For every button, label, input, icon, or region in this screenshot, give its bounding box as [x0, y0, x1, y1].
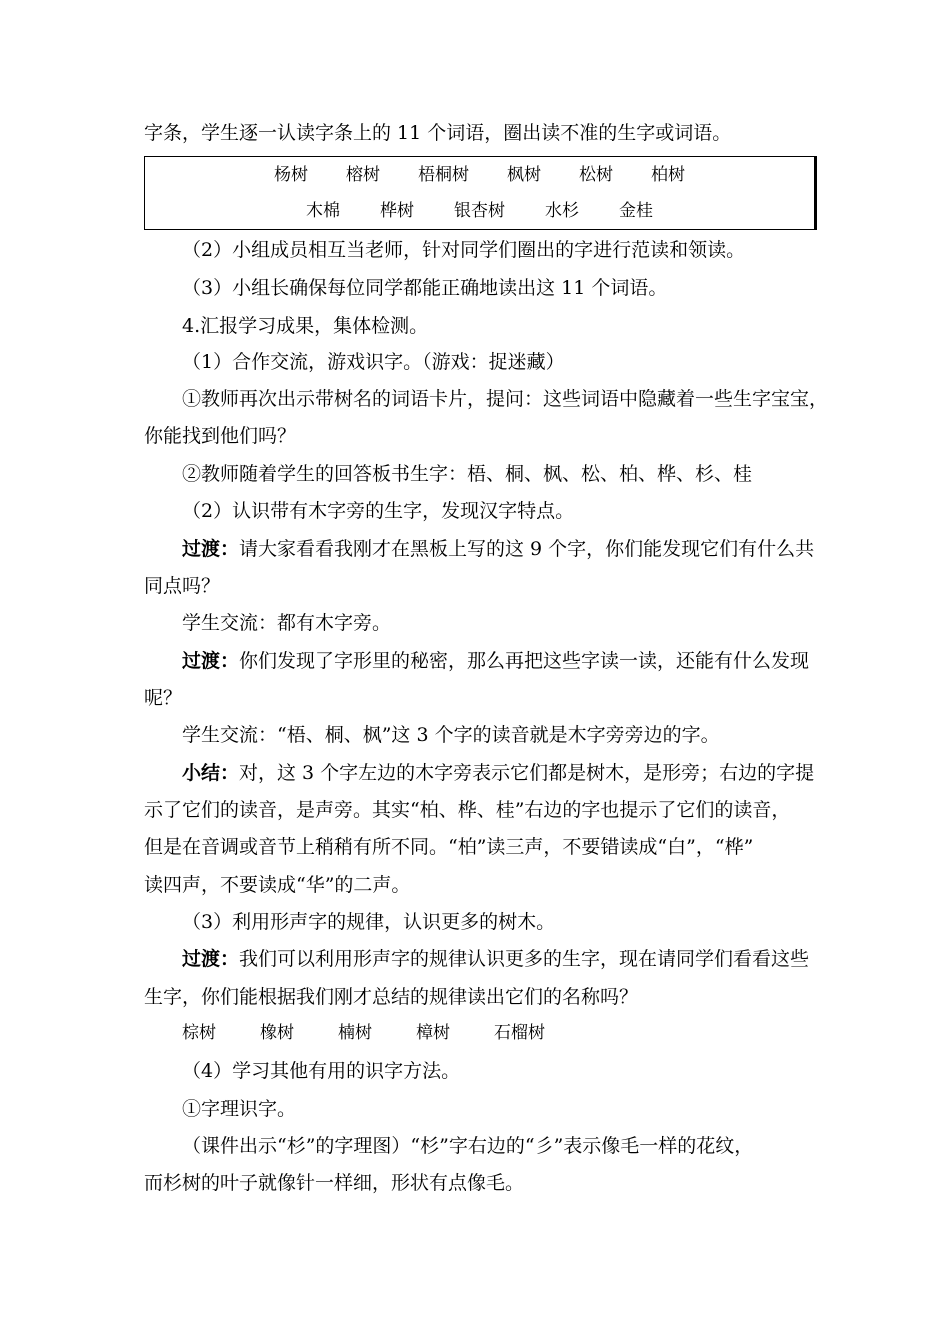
paragraph: 呢？ — [144, 687, 183, 709]
paragraph: 示了它们的读音，是声旁。其实“柏、桦、桂”右边的字也提示了它们的读音， — [144, 799, 791, 821]
paragraph: 学生交流：都有木字旁。 — [182, 612, 392, 634]
word-row-2 — [145, 200, 814, 222]
paragraph-text: 你们发现了字形里的秘密，那么再把这些字读一读，还能有什么发现 — [239, 650, 810, 672]
word: 橡树 — [260, 1023, 294, 1043]
paragraph: ①字理识字。 — [182, 1098, 297, 1120]
word: 棕树 — [182, 1023, 216, 1043]
paragraph: 而杉树的叶子就像针一样细，形状有点像毛。 — [144, 1172, 525, 1194]
paragraph-text: 请大家看看我刚才在黑板上写的这 9 个字，你们能发现它们有什么共 — [239, 538, 815, 560]
paragraph — [182, 947, 814, 971]
word: 梧桐树 — [418, 165, 469, 185]
paragraph-text: 对，这 3 个字左边的木字旁表示它们都是树木，是形旁；右边的字提 — [239, 762, 815, 784]
paragraph-text: 我们可以利用形声字的规律认识更多的生字，现在请同学们看看这些 — [239, 948, 810, 970]
word: 柏树 — [651, 165, 685, 185]
label-transition: 过渡： — [182, 948, 240, 970]
word: 桦树 — [380, 201, 414, 221]
paragraph — [182, 649, 814, 673]
tree-word-list — [182, 1022, 545, 1044]
word-row-1 — [145, 164, 814, 186]
word: 松树 — [579, 165, 613, 185]
paragraph: 生字，你们能根据我们刚才总结的规律读出它们的名称吗？ — [144, 986, 639, 1008]
paragraph: ②教师随着学生的回答板书生字：梧、桐、枫、松、柏、桦、杉、桂 — [182, 463, 753, 485]
paragraph: （1）合作交流，游戏识字。（游戏：捉迷藏） — [182, 351, 565, 373]
paragraph: 同点吗？ — [144, 575, 221, 597]
paragraph: （3）小组长确保每位同学都能正确地读出这 11 个词语。 — [182, 277, 668, 299]
paragraph: 但是在音调或音节上稍稍有所不同。“柏”读三声，不要错读成“白”，“桦” — [144, 836, 754, 858]
word: 水杉 — [545, 201, 579, 221]
label-transition: 过渡： — [182, 538, 240, 560]
word: 榕树 — [346, 165, 380, 185]
paragraph: （4）学习其他有用的识字方法。 — [182, 1060, 461, 1082]
paragraph — [182, 761, 814, 785]
word: 银杏树 — [454, 201, 505, 221]
paragraph: （3）利用形声字的规律，认识更多的树木。 — [182, 911, 556, 933]
word-box — [144, 156, 817, 230]
paragraph: 学生交流：“梧、桐、枫”这 3 个字的读音就是木字旁旁边的字。 — [182, 724, 720, 746]
word: 楠树 — [338, 1023, 372, 1043]
paragraph — [182, 537, 814, 561]
paragraph: （2）小组成员相互当老师，针对同学们圈出的字进行范读和领读。 — [182, 239, 746, 261]
label-transition: 过渡： — [182, 650, 240, 672]
word: 石榴树 — [494, 1023, 545, 1043]
paragraph: （课件出示“杉”的字理图）“杉”字右边的“彡”表示像毛一样的花纹， — [182, 1135, 754, 1157]
paragraph: 读四声，不要读成“华”的二声。 — [144, 874, 411, 896]
paragraph: （2）认识带有木字旁的生字，发现汉字特点。 — [182, 500, 575, 522]
word: 樟树 — [416, 1023, 450, 1043]
label-summary: 小结： — [182, 762, 240, 784]
word: 枫树 — [507, 165, 541, 185]
word: 杨树 — [274, 165, 308, 185]
paragraph: 4.汇报学习成果，集体检测。 — [182, 315, 429, 337]
word: 金桂 — [619, 201, 653, 221]
word: 木棉 — [306, 201, 340, 221]
paragraph: 你能找到他们吗？ — [144, 425, 297, 447]
paragraph: 字条，学生逐一认读字条上的 11 个词语，圈出读不准的生字或词语。 — [144, 122, 732, 144]
paragraph: ①教师再次出示带树名的词语卡片，提问：这些词语中隐藏着一些生字宝宝， — [182, 388, 829, 410]
